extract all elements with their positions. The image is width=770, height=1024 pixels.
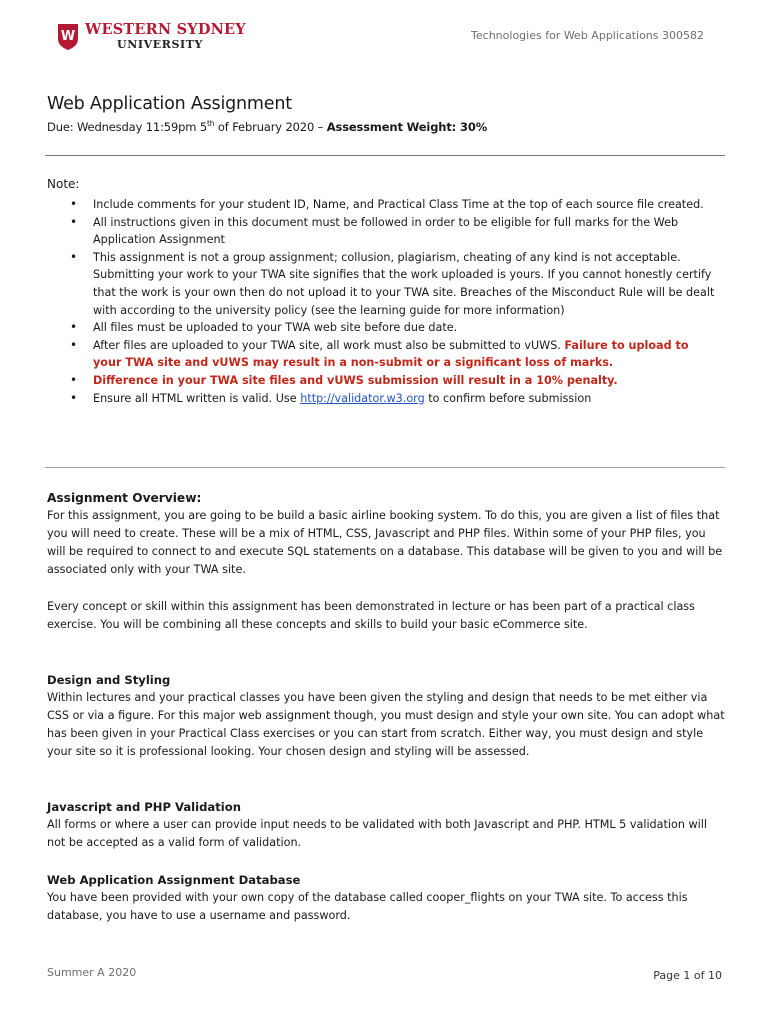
page-title: Web Application Assignment <box>47 94 292 114</box>
note-item: • This assignment is not a group assignment; collusion, plagiarism, cheating of any kind is not acceptable. Submitting your work to your TWA site signifies that the work uploaded is yours. If you cannot honestly certify that the work is your own then do not upload it to your TWA site. Breaches of the Misconduct Rule will be dealt with according to the university policy (see the learning guide for more information) <box>70 249 720 319</box>
note-item-text: After files are uploaded to your TWA site, all work must also be submitted to vUWS. <box>93 338 565 352</box>
course-header: Technologies for Web Applications 300582 <box>471 29 704 42</box>
note-item-text: to confirm before submission <box>424 391 592 405</box>
validation-section <box>47 798 727 852</box>
logo-wordmark-bottom: UNIVERSITY <box>117 38 203 51</box>
due-prefix: Due: Wednesday 11:59pm 5 <box>47 119 207 134</box>
validation-heading: Javascript and PHP Validation <box>47 800 241 814</box>
university-shield-icon <box>57 23 79 51</box>
overview-section <box>47 489 727 579</box>
validator-link[interactable]: http://validator.w3.org <box>300 391 425 405</box>
design-heading: Design and Styling <box>47 673 171 687</box>
overview-paragraph: Every concept or skill within this assignment has been demonstrated in lecture or has been part of a practical class exercise. You will be combining all these concepts and skills to build your basic eCommerce site. <box>47 600 695 631</box>
note-item <box>70 372 720 390</box>
assessment-weight: Assessment Weight: 30% <box>326 119 488 134</box>
design-paragraph: Within lectures and your practical classes you have been given the styling and design that needs to be met either via CSS or via a figure. For this major web assignment though, you must design and style your own site. You can adopt what has been given in your Practical Class exercises or you can start from scratch. Either way, you must design and style your site so it is professional looking. Your chosen design and styling will be assessed. <box>47 691 725 758</box>
divider-middle <box>45 467 725 468</box>
note-item: • All files must be uploaded to your TWA web site before due date. <box>70 319 720 337</box>
note-item: • All instructions given in this document must be followed in order to be eligible for full marks for the Web Application Assignment <box>70 214 720 249</box>
note-item <box>70 390 720 408</box>
due-suffix: of February 2020 – <box>214 119 327 134</box>
due-date-suffix: th <box>207 119 215 128</box>
failure-warning: Failure to upload to your TWA site and vUWS may result in a non-submit or a significant loss of marks. <box>93 338 689 370</box>
logo-mark: W <box>60 29 76 44</box>
validation-paragraph: All forms or where a user can provide input needs to be validated with both Javascript and PHP. HTML 5 validation will not be accepted as a valid form of validation. <box>47 818 707 849</box>
overview-paragraph: For this assignment, you are going to be build a basic airline booking system. To do this, you are given a list of files that you will need to create. These will be a mix of HTML, CSS, Javascript and PHP files. Within some of your PHP files, you will be required to connect to and execute SQL statements on a database. This database will be given to you and will be associated only with your TWA site. <box>47 509 723 576</box>
note-item-text: Ensure all HTML written is valid. Use <box>93 391 301 405</box>
due-line <box>47 119 487 134</box>
design-section <box>47 671 727 761</box>
overview-heading: Assignment Overview: <box>47 491 202 505</box>
database-heading: Web Application Assignment Database <box>47 873 301 887</box>
overview-paragraph-2 <box>47 598 727 634</box>
penalty-warning: Difference in your TWA site files and vUWS submission will result in a 10% penalty. <box>93 373 618 387</box>
note-item <box>70 337 720 372</box>
database-paragraph: You have been provided with your own copy of the database called cooper_flights on your TWA site. To access this database, you have to use a username and password. <box>47 891 688 922</box>
divider-top <box>45 155 725 156</box>
database-section <box>47 871 727 925</box>
logo-wordmark-top: WESTERN SYDNEY <box>85 21 246 38</box>
note-list <box>70 196 720 407</box>
university-logo <box>55 22 255 54</box>
note-label: Note: <box>47 177 80 191</box>
page-number: Page 1 of 10 <box>653 969 722 982</box>
note-item: • Include comments for your student ID, Name, and Practical Class Time at the top of each source file created. <box>70 196 720 214</box>
footer-term: Summer A 2020 <box>47 966 137 979</box>
